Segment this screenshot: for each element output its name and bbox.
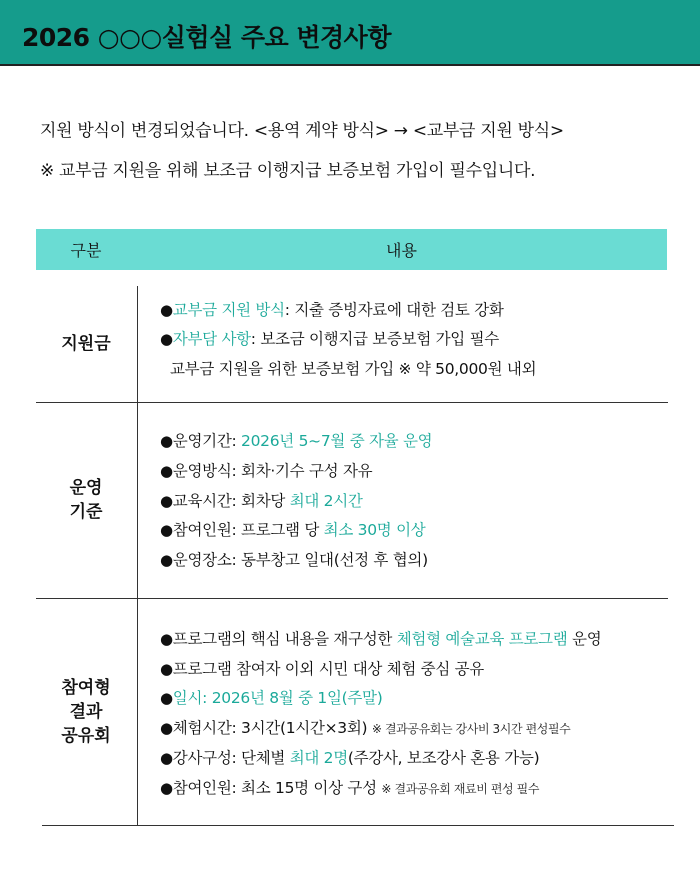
item-label: 교육시간: 회차당	[172, 492, 290, 510]
row-divider	[36, 402, 668, 403]
list-item	[160, 776, 539, 800]
note-text: ※ 결과공유회 재료비 편성 필수	[381, 782, 540, 796]
item-text: 프로그램 참여자 이외 시민 대상 체험 중심 공유	[172, 660, 484, 678]
category-label: 운영	[69, 478, 103, 498]
item-label: 참여인원: 프로그램 당	[172, 521, 324, 539]
category-label: 공유회	[61, 726, 111, 746]
highlight-text: 최소 30명 이상	[323, 521, 426, 539]
bullet-icon: ●	[160, 462, 173, 480]
intro-line-2: ※ 교부금 지원을 위해 보조금 이행지급 보증보험 가입이 필수입니다.	[40, 161, 536, 181]
list-item	[160, 327, 499, 351]
bullet-icon: ●	[160, 330, 173, 348]
bullet-icon: ●	[160, 492, 173, 510]
item-text: 교부금 지원을 위한 보증보험 가입 ※ 약 50,000원 내외	[170, 360, 537, 378]
header-content: 내용	[386, 241, 417, 260]
item-text: 강사구성: 단체별	[172, 749, 290, 767]
highlight-text: 최대 2시간	[289, 492, 363, 510]
bullet-icon: ●	[160, 630, 173, 648]
row-divider	[36, 598, 668, 599]
list-item	[160, 298, 504, 322]
item-text: 운영	[567, 630, 602, 648]
category-label: 기준	[69, 502, 103, 522]
item-label: 운영장소: 동부창고 일대(선정 후 협의)	[172, 551, 428, 569]
bullet-icon: ●	[160, 660, 173, 678]
item-text: 체험시간: 3시간(1시간×3회)	[172, 719, 368, 737]
bullet-icon: ●	[160, 521, 173, 539]
category-funding	[36, 332, 136, 356]
note-text: ※ 결과공유회는 강사비 3시간 편성필수	[371, 722, 571, 736]
category-label: 지원금	[61, 334, 111, 354]
item-label: 운영방식: 회차·기수 구성 자유	[172, 462, 373, 480]
list-item	[160, 459, 372, 483]
table-bottom-line	[42, 825, 674, 826]
item-text: 프로그램의 핵심 내용을 재구성한	[172, 630, 397, 648]
category-label: 참여형	[61, 678, 111, 698]
list-item	[160, 518, 425, 542]
list-item	[160, 489, 363, 513]
bullet-icon: ●	[160, 432, 173, 450]
bullet-icon: ●	[160, 689, 173, 707]
list-item	[160, 429, 432, 453]
list-item	[160, 746, 539, 770]
category-operation	[36, 476, 136, 524]
bullet-icon: ●	[160, 779, 173, 797]
list-item-sub	[170, 357, 536, 381]
highlight-text: 체험형 예술교육 프로그램	[396, 630, 568, 648]
item-label: 운영기간:	[172, 432, 242, 450]
list-item	[160, 627, 601, 651]
list-item	[160, 716, 570, 740]
highlight-text: 일시: 2026년 8월 중 1일(주말)	[172, 689, 383, 707]
bullet-icon: ●	[160, 301, 173, 319]
list-item	[160, 686, 382, 710]
title-bar	[0, 0, 700, 66]
item-text: : 지출 증빙자료에 대한 검토 강화	[284, 301, 504, 319]
intro-line-1: 지원 방식이 변경되었습니다. <용역 계약 방식> → <교부금 지원 방식>	[40, 121, 564, 141]
highlight-text: 자부담 사항	[172, 330, 251, 348]
bullet-icon: ●	[160, 551, 173, 569]
category-label: 결과	[69, 702, 103, 722]
list-item	[160, 657, 484, 681]
item-text: : 보조금 이행지급 보증보험 가입 필수	[250, 330, 499, 348]
category-showcase	[36, 676, 136, 748]
item-text: (주강사, 보조강사 혼용 가능)	[347, 749, 540, 767]
header-category: 구분	[70, 241, 102, 260]
highlight-text: 2026년 5~7월 중 자율 운영	[241, 432, 433, 450]
column-divider	[137, 286, 138, 826]
highlight-text: 교부금 지원 방식	[172, 301, 285, 319]
bullet-icon: ●	[160, 719, 173, 737]
page-title: 2026 ○○○실험실 주요 변경사항	[22, 23, 391, 52]
item-text: 참여인원: 최소 15명 이상 구성	[172, 779, 377, 797]
highlight-text: 최대 2명	[289, 749, 348, 767]
list-item	[160, 548, 428, 572]
bullet-icon: ●	[160, 749, 173, 767]
table-header	[36, 229, 667, 270]
